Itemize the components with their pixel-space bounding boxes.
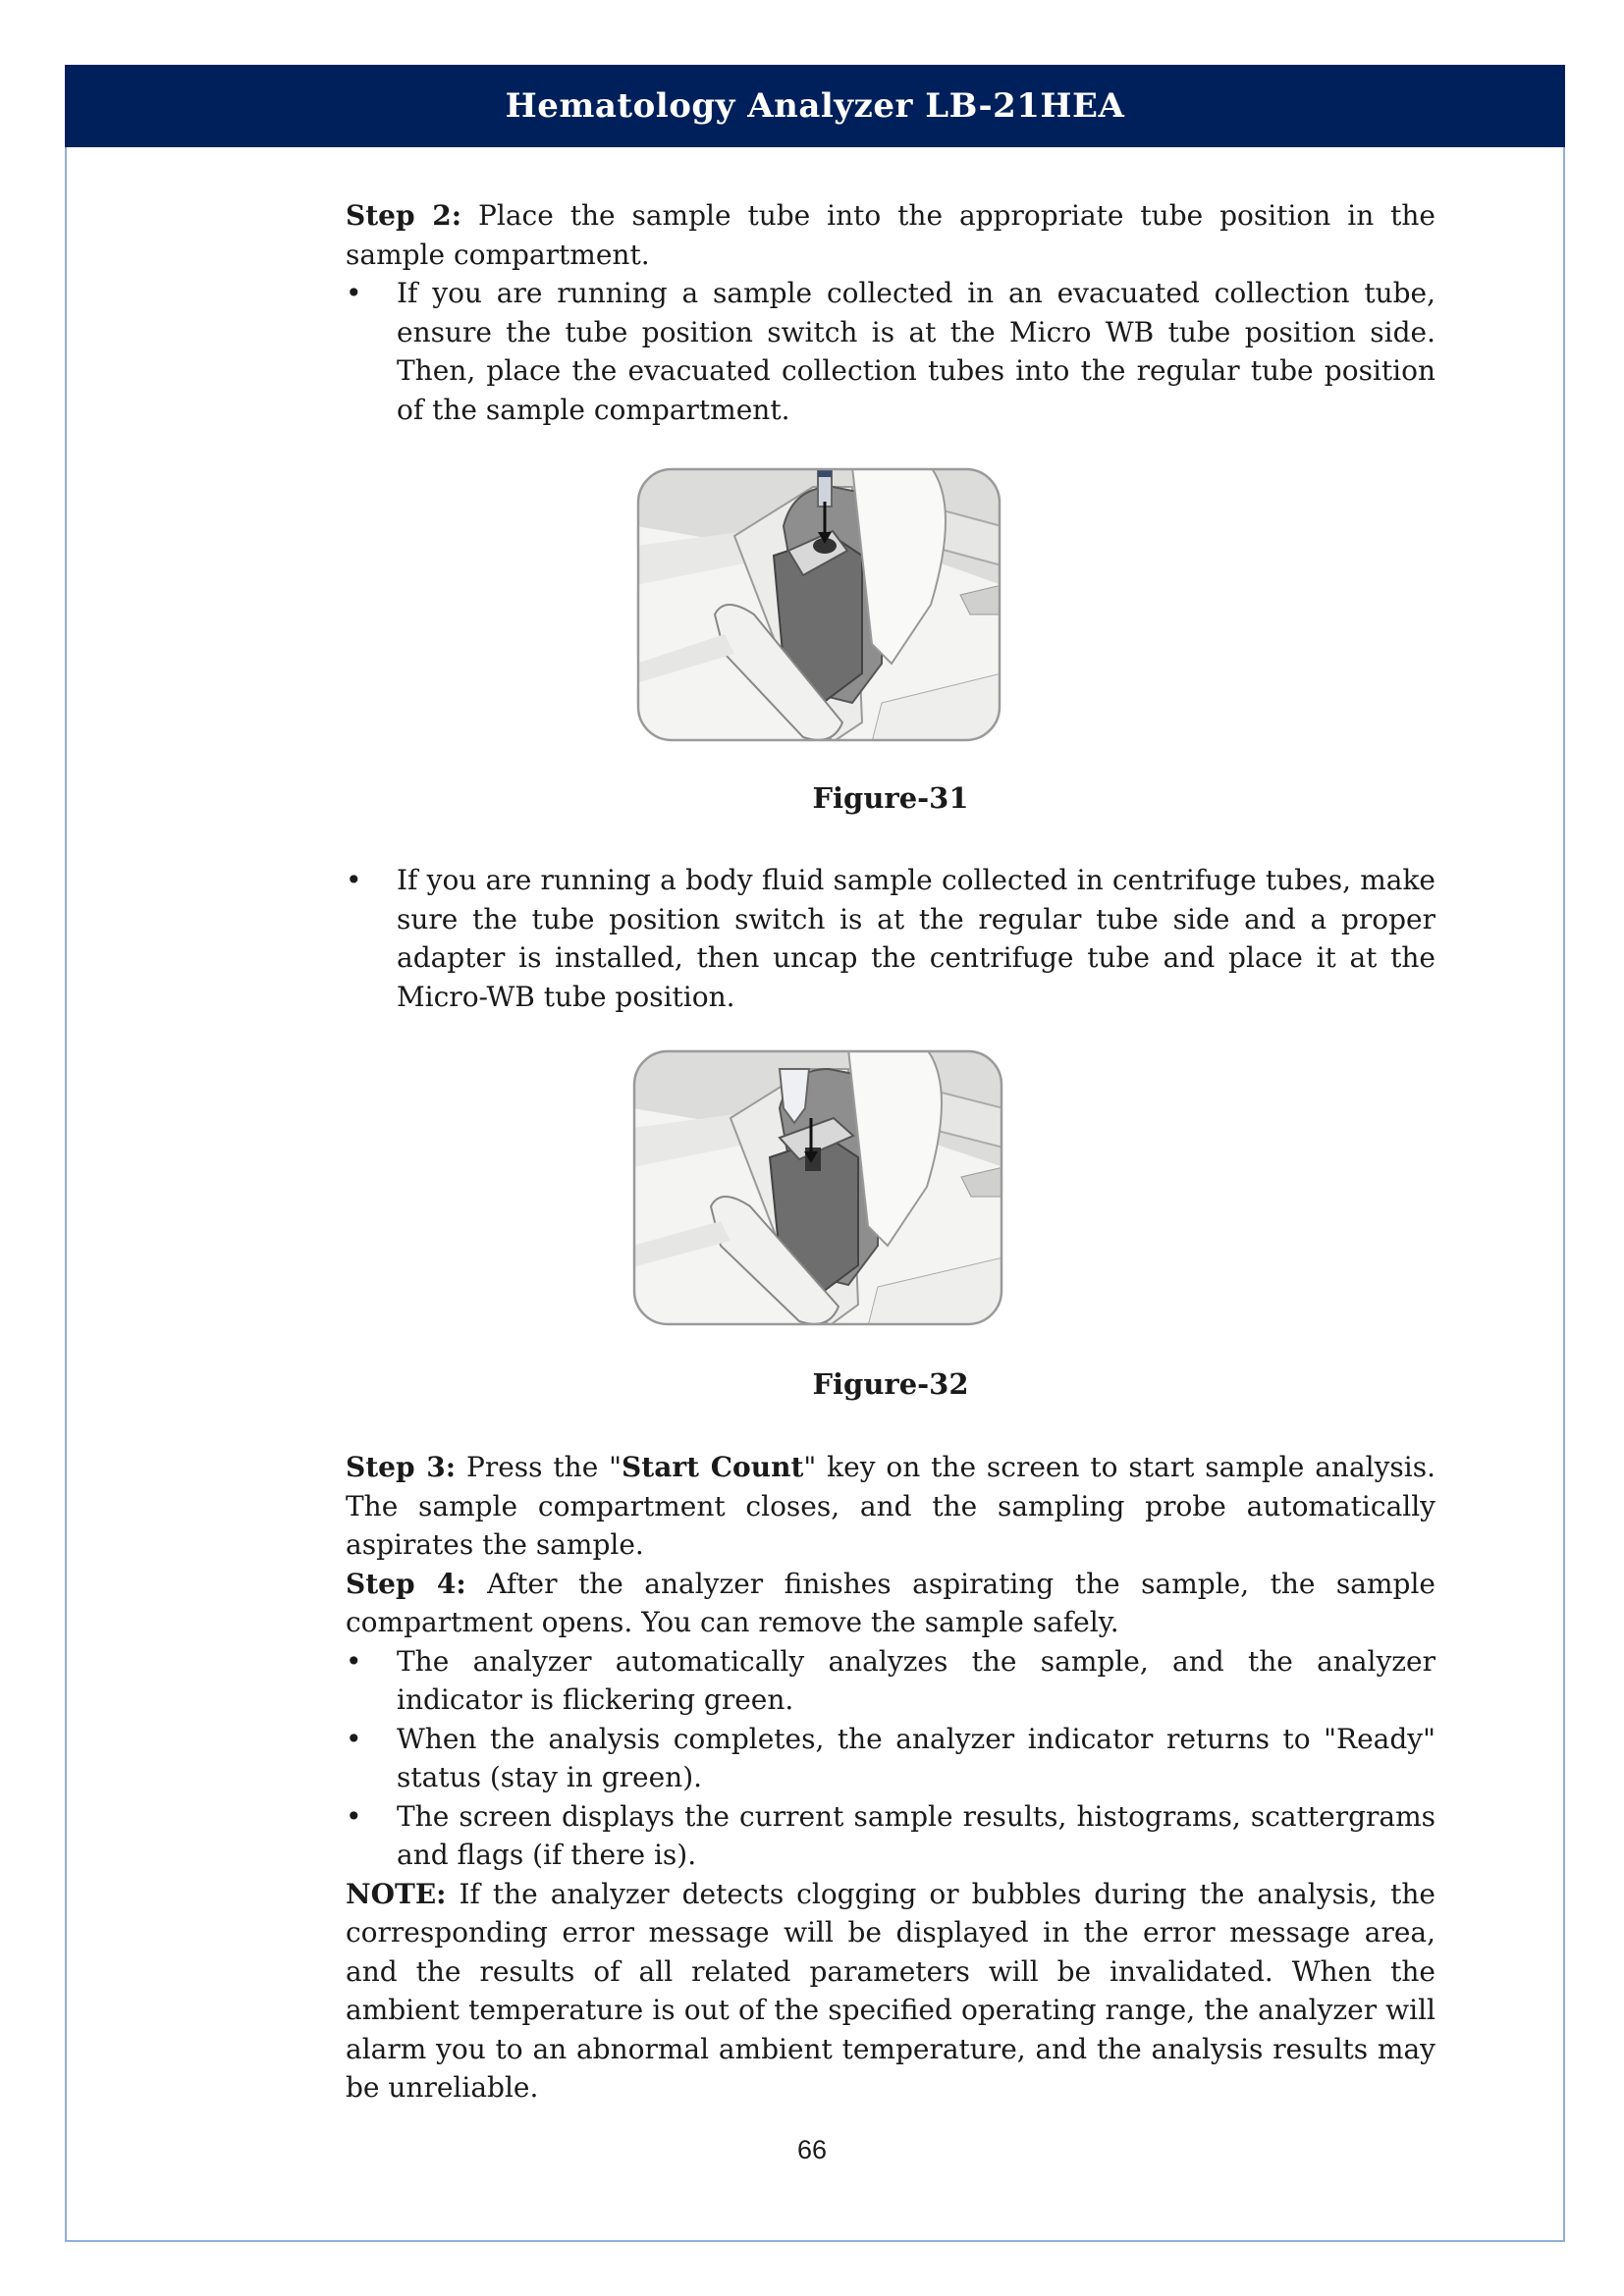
header-title: Hematology Analyzer LB-21HEA — [505, 86, 1125, 126]
figure-32-illustration — [632, 1049, 1003, 1326]
bullet-text: If you are running a body fluid sample collected in centrifuge tubes, make sure the tube position switch is at the regular tube side and a proper adapter is installed, then uncap the centrifuge tube and place it at the Micro-WB tube position. — [397, 864, 1435, 1013]
start-count-key-name: Start Count — [622, 1451, 804, 1483]
bullet-dot: • — [346, 864, 362, 896]
figure-32-caption: Figure-32 — [812, 1367, 969, 1401]
step3-label: Step 3: — [346, 1451, 457, 1483]
bullet-dot: • — [346, 1644, 362, 1678]
step2-text: Place the sample tube into the appropriate tube position in the sample compartment. — [346, 199, 1435, 271]
step4-text: After the analyzer finishes aspirating the sample, the sample compartment opens. You can remove the sample safely. — [346, 1567, 1435, 1638]
step4-label: Step 4: — [346, 1567, 466, 1600]
bullet-dot: • — [346, 1799, 362, 1833]
bullet-dot: • — [346, 277, 362, 309]
step4-bullet-1 — [346, 1642, 1435, 1720]
step3-text-b: " key on the screen to start sample analysis. The sample compartment closes, and the sampling probe automatically aspirates the sample. — [346, 1451, 1436, 1561]
note-label: NOTE: — [346, 1877, 447, 1910]
page-header — [65, 65, 1565, 147]
step4-bullet-3 — [346, 1797, 1435, 1875]
step2-bullet-2 — [346, 861, 1435, 1016]
step3-paragraph — [346, 1448, 1435, 1565]
step2-bullet-2-block — [346, 861, 1435, 1016]
bullet-text: If you are running a sample collected in an evacuated collection tube, ensure the tube position switch is at the Micro WB tube position side. Then, place the evacuated collection tubes into the regular tube position of the sample compartment. — [397, 277, 1435, 426]
step2-bullet-1 — [346, 274, 1435, 429]
steps-3-4-section — [346, 1448, 1435, 2108]
step4-bullet-2 — [346, 1720, 1435, 1797]
bullet-text: When the analysis completes, the analyzer indicator returns to "Ready" status (stay in green). — [397, 1722, 1435, 1793]
step2-section — [346, 196, 1435, 429]
step4-paragraph — [346, 1565, 1435, 1642]
figure-31-illustration — [636, 467, 1001, 742]
note-text: If the analyzer detects clogging or bubbles during the analysis, the corresponding error message will be displayed in the error message area, and the results of all related parameters will be invalidated. When the ambient temperature is out of the specified operating range, the analyzer will alarm you to an abnormal ambient temperature, and the analysis results may be unreliable. — [346, 1877, 1435, 2104]
step2-paragraph — [346, 196, 1435, 274]
step3-text-a: Press the " — [456, 1451, 623, 1483]
bullet-dot: • — [346, 1722, 362, 1755]
bullet-text: The analyzer automatically analyzes the sample, and the analyzer indicator is flickering green. — [397, 1644, 1435, 1716]
page-number: 66 — [796, 2135, 828, 2164]
step2-label: Step 2: — [346, 199, 462, 232]
note-paragraph — [346, 1875, 1435, 2108]
figure-31-caption: Figure-31 — [812, 781, 969, 815]
bullet-text: The screen displays the current sample results, histograms, scattergrams and flags (if there is). — [397, 1799, 1435, 1871]
